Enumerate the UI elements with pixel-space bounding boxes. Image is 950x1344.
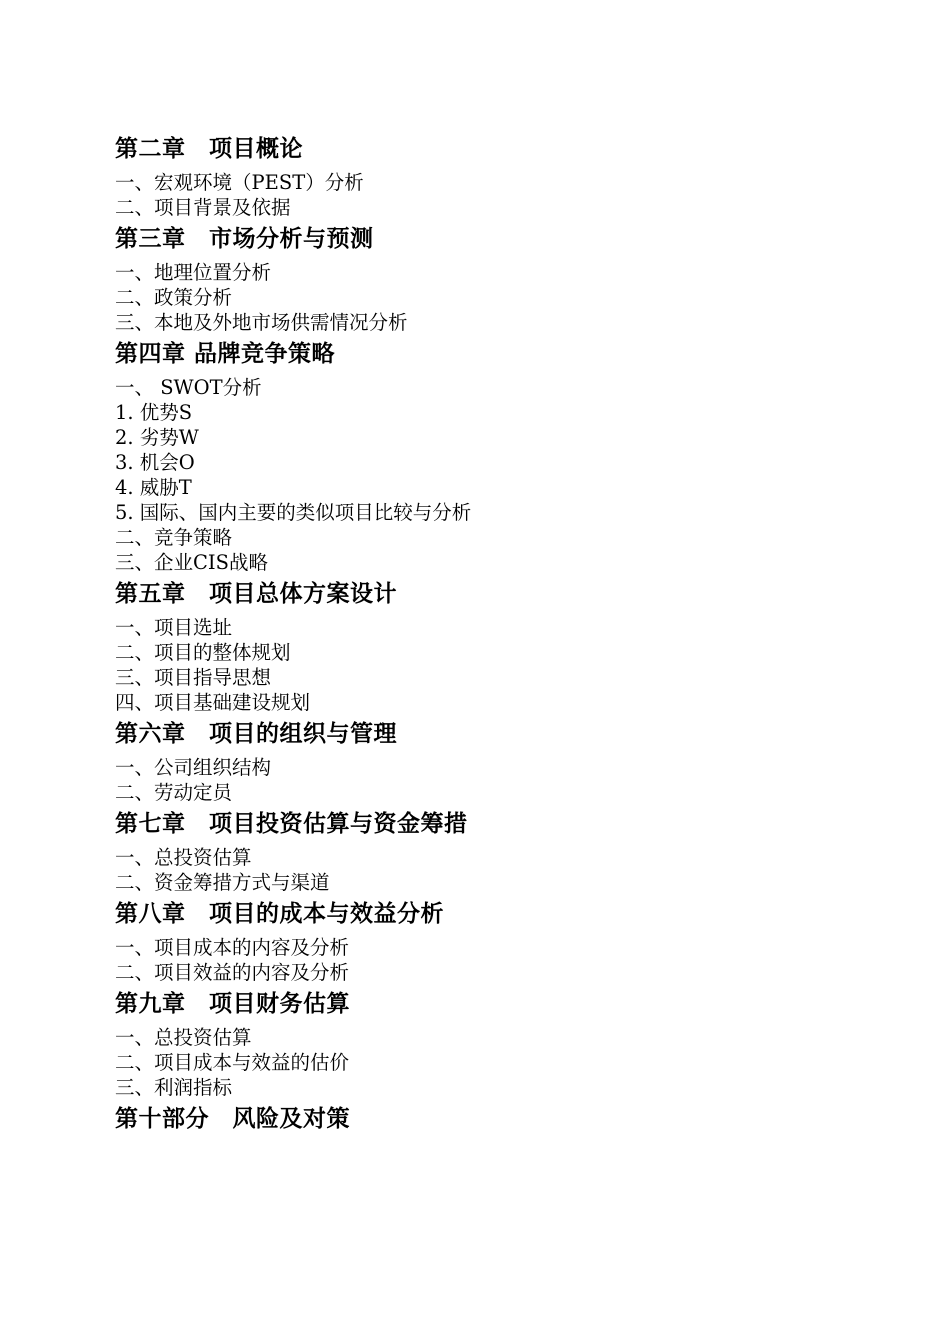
- chapter-heading: 第六章 项目的组织与管理: [115, 721, 397, 747]
- chapter-section: [115, 898, 875, 985]
- chapter-section: [115, 223, 875, 335]
- chapter-heading: 第八章 项目的成本与效益分析: [115, 901, 444, 927]
- outline-item: 5. 国际、国内主要的类似项目比较与分析: [115, 501, 472, 524]
- chapter-item-list: [115, 170, 875, 220]
- chapter-heading: 第九章 项目财务估算: [115, 991, 350, 1017]
- chapter-item-list: [115, 1025, 875, 1100]
- outline-item: 二、项目的整体规划: [115, 641, 291, 664]
- outline-item: 二、劳动定员: [115, 781, 233, 804]
- chapter-section: [115, 578, 875, 715]
- outline-item: 四、项目基础建设规划: [115, 691, 311, 714]
- outline-item: 三、利润指标: [115, 1076, 233, 1099]
- chapter-section: [115, 1103, 875, 1136]
- chapter-heading: 第十部分 风险及对策: [115, 1106, 350, 1132]
- outline-item: 二、项目效益的内容及分析: [115, 961, 350, 984]
- outline-item: 一、 SWOT分析: [115, 376, 262, 399]
- chapter-heading: 第二章 项目概论: [115, 136, 303, 162]
- outline-item: 二、项目成本与效益的估价: [115, 1051, 350, 1074]
- outline-item: 1. 优势S: [115, 401, 193, 424]
- outline-item: 3. 机会O: [115, 451, 195, 474]
- outline-item: 4. 威胁T: [115, 476, 192, 499]
- outline-item: 三、本地及外地市场供需情况分析: [115, 311, 408, 334]
- outline-item: 二、竞争策略: [115, 526, 233, 549]
- chapter-item-list: [115, 260, 875, 335]
- chapter-item-list: [115, 845, 875, 895]
- outline-item: 一、地理位置分析: [115, 261, 272, 284]
- chapter-item-list: [115, 755, 875, 805]
- chapter-section: [115, 338, 875, 575]
- document-outline: [115, 133, 875, 1136]
- chapter-heading: 第三章 市场分析与预测: [115, 226, 374, 252]
- chapter-section: [115, 988, 875, 1100]
- outline-item: 一、项目选址: [115, 616, 233, 639]
- chapter-heading: 第五章 项目总体方案设计: [115, 581, 397, 607]
- outline-item: 二、项目背景及依据: [115, 196, 291, 219]
- outline-item: 一、总投资估算: [115, 846, 252, 869]
- outline-item: 2. 劣势W: [115, 426, 199, 449]
- chapter-item-list: [115, 935, 875, 985]
- outline-item: 一、宏观环境（PEST）分析: [115, 171, 364, 194]
- outline-item: 一、公司组织结构: [115, 756, 272, 779]
- chapter-item-list: [115, 615, 875, 715]
- outline-item: 一、总投资估算: [115, 1026, 252, 1049]
- chapter-heading: 第四章 品牌竞争策略: [115, 341, 336, 367]
- chapter-section: [115, 808, 875, 895]
- chapter-item-list: [115, 375, 875, 575]
- outline-item: 二、资金筹措方式与渠道: [115, 871, 330, 894]
- chapter-section: [115, 133, 875, 220]
- outline-item: 三、企业CIS战略: [115, 551, 268, 574]
- chapter-heading: 第七章 项目投资估算与资金筹措: [115, 811, 468, 837]
- outline-item: 三、项目指导思想: [115, 666, 272, 689]
- outline-item: 一、项目成本的内容及分析: [115, 936, 350, 959]
- outline-item: 二、政策分析: [115, 286, 233, 309]
- chapter-section: [115, 718, 875, 805]
